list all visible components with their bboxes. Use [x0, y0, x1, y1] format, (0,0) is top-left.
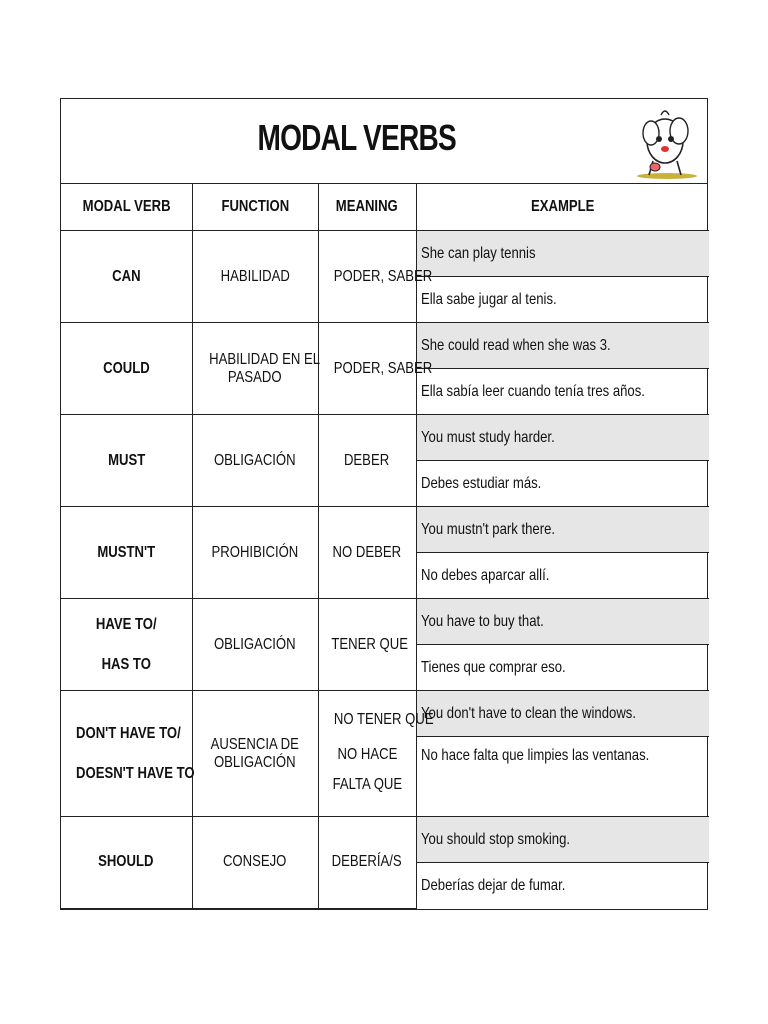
- meaning-cell: DEBERÍA/S: [318, 817, 416, 909]
- table-row: [61, 415, 709, 461]
- example-spanish: No debes aparcar allí.: [416, 553, 709, 599]
- function-cell: HABILIDAD EN EL PASADO: [192, 323, 318, 415]
- title-row: [61, 99, 707, 184]
- modal-verbs-table: [61, 184, 709, 909]
- example-spanish: Debes estudiar más.: [416, 461, 709, 507]
- verb-cell: MUSTN'T: [61, 507, 192, 599]
- example-english: She can play tennis: [416, 231, 709, 277]
- example-english: You have to buy that.: [416, 599, 709, 645]
- example-english: You mustn't park there.: [416, 507, 709, 553]
- example-spanish: Deberías dejar de fumar.: [416, 863, 709, 909]
- verb-cell: HAVE TO/ HAS TO: [61, 599, 192, 691]
- header-function: FUNCTION: [192, 184, 318, 231]
- meaning-cell: NO TENER QUE NO HACE FALTA QUE: [318, 691, 416, 817]
- modal-verbs-sheet: [60, 98, 708, 910]
- meaning-cell: PODER, SABER: [318, 323, 416, 415]
- example-spanish: Ella sabía leer cuando tenía tres años.: [416, 369, 709, 415]
- meaning-cell: NO DEBER: [318, 507, 416, 599]
- example-spanish: No hace falta que limpies las ventanas.: [416, 737, 709, 817]
- verb-cell: SHOULD: [61, 817, 192, 909]
- table-row: [61, 599, 709, 645]
- table-header-row: [61, 184, 709, 231]
- table-row: [61, 231, 709, 277]
- example-spanish: Tienes que comprar eso.: [416, 645, 709, 691]
- table-row: [61, 323, 709, 369]
- header-modal-verb: MODAL VERB: [61, 184, 192, 231]
- function-cell: HABILIDAD: [192, 231, 318, 323]
- example-english: You must study harder.: [416, 415, 709, 461]
- meaning-cell: DEBER: [318, 415, 416, 507]
- header-example: EXAMPLE: [416, 184, 709, 231]
- example-english: She could read when she was 3.: [416, 323, 709, 369]
- function-cell: OBLIGACIÓN: [192, 599, 318, 691]
- table-row: [61, 507, 709, 553]
- example-english: You don't have to clean the windows.: [416, 691, 709, 737]
- function-cell: CONSEJO: [192, 817, 318, 909]
- page-title: MODAL VERBS: [257, 117, 456, 158]
- cartoon-mascot-icon: [631, 103, 701, 181]
- example-spanish: Ella sabe jugar al tenis.: [416, 277, 709, 323]
- function-cell: PROHIBICIÓN: [192, 507, 318, 599]
- table-row: [61, 817, 709, 863]
- example-english: You should stop smoking.: [416, 817, 709, 863]
- function-cell: AUSENCIA DE OBLIGACIÓN: [192, 691, 318, 817]
- function-cell: OBLIGACIÓN: [192, 415, 318, 507]
- verb-cell: COULD: [61, 323, 192, 415]
- table-row: [61, 691, 709, 737]
- verb-cell: CAN: [61, 231, 192, 323]
- meaning-cell: PODER, SABER: [318, 231, 416, 323]
- verb-cell: MUST: [61, 415, 192, 507]
- meaning-cell: TENER QUE: [318, 599, 416, 691]
- header-meaning: MEANING: [318, 184, 416, 231]
- verb-cell: DON'T HAVE TO/ DOESN'T HAVE TO: [61, 691, 192, 817]
